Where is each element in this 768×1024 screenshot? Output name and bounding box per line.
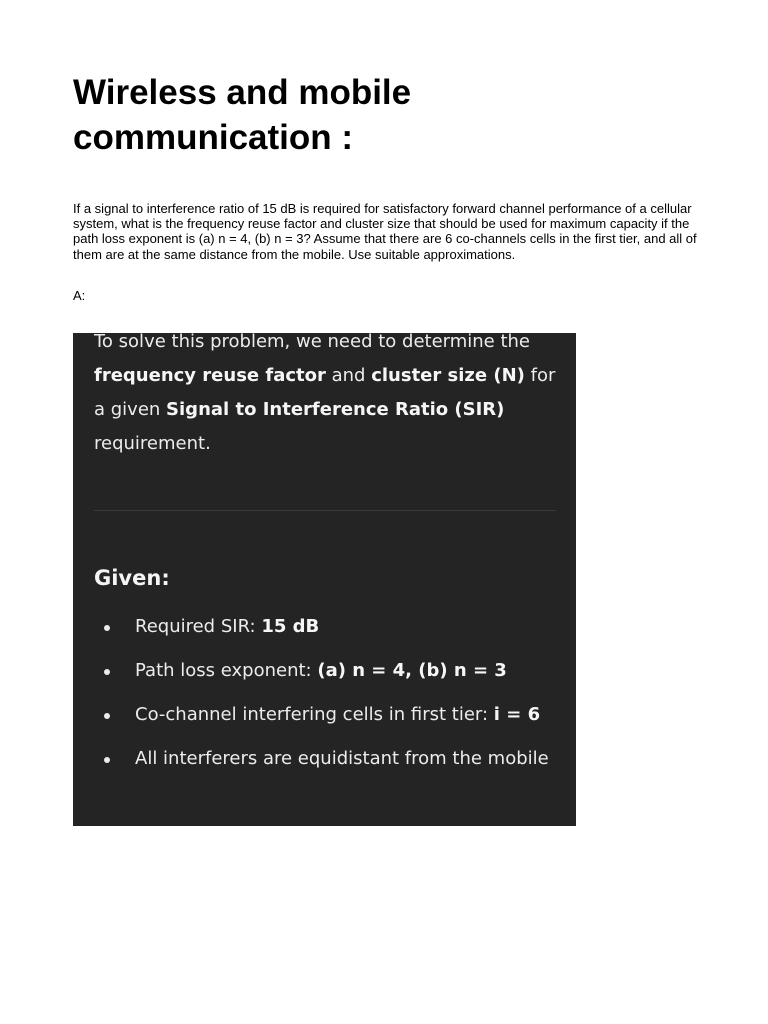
given-item-text: Required SIR: [135, 616, 262, 637]
given-list [94, 610, 564, 786]
intro-text-4: requirement. [94, 433, 211, 454]
intro-bold-frequency-reuse-factor: frequency reuse factor [94, 365, 326, 386]
answer-panel [73, 333, 576, 826]
given-heading: Given: [94, 566, 170, 590]
answer-intro [94, 333, 564, 461]
section-divider [94, 510, 556, 511]
bullet-icon [104, 757, 110, 763]
intro-bold-cluster-size: cluster size (N) [371, 365, 525, 386]
bullet-icon [104, 669, 110, 675]
given-item [94, 742, 564, 776]
page-title [73, 70, 713, 160]
page-title-line-1: Wireless and mobile [73, 73, 412, 112]
given-item-bold: (a) n = 4, (b) n = 3 [317, 660, 507, 681]
given-item-bold: 15 dB [261, 616, 320, 637]
intro-bold-sir: Signal to Interference Ratio (SIR) [166, 399, 505, 420]
given-item [94, 610, 564, 644]
intro-text-3: for a given [94, 365, 556, 420]
given-item-bold: i = 6 [493, 704, 541, 725]
given-item [94, 654, 564, 688]
question-text: If a signal to interference ratio of 15 dB is required for satisfactory forward channel performance of a cellular system, what is the frequency reuse factor and cluster size that should be used for maximum capacity if the path loss exponent is (a) n = 4, (b) n = 3? Assume that there are 6 co-channels cells in the first tier, and all of them are at the same distance from the mobile. Use suitable approximations. [73, 201, 697, 262]
given-item-text: All interferers are equidistant from the mobile [135, 748, 549, 769]
intro-text-1: To solve this problem, we need to determine the [94, 333, 531, 352]
given-item-text: Path loss exponent: [135, 660, 318, 681]
answer-label: A: [73, 288, 86, 303]
intro-text-2: and [325, 365, 372, 386]
bullet-icon [104, 625, 110, 631]
page-title-line-2: communication : [73, 118, 354, 157]
given-item [94, 698, 564, 732]
bullet-icon [104, 713, 110, 719]
given-item-text: Co-channel interfering cells in first tier: [135, 704, 494, 725]
